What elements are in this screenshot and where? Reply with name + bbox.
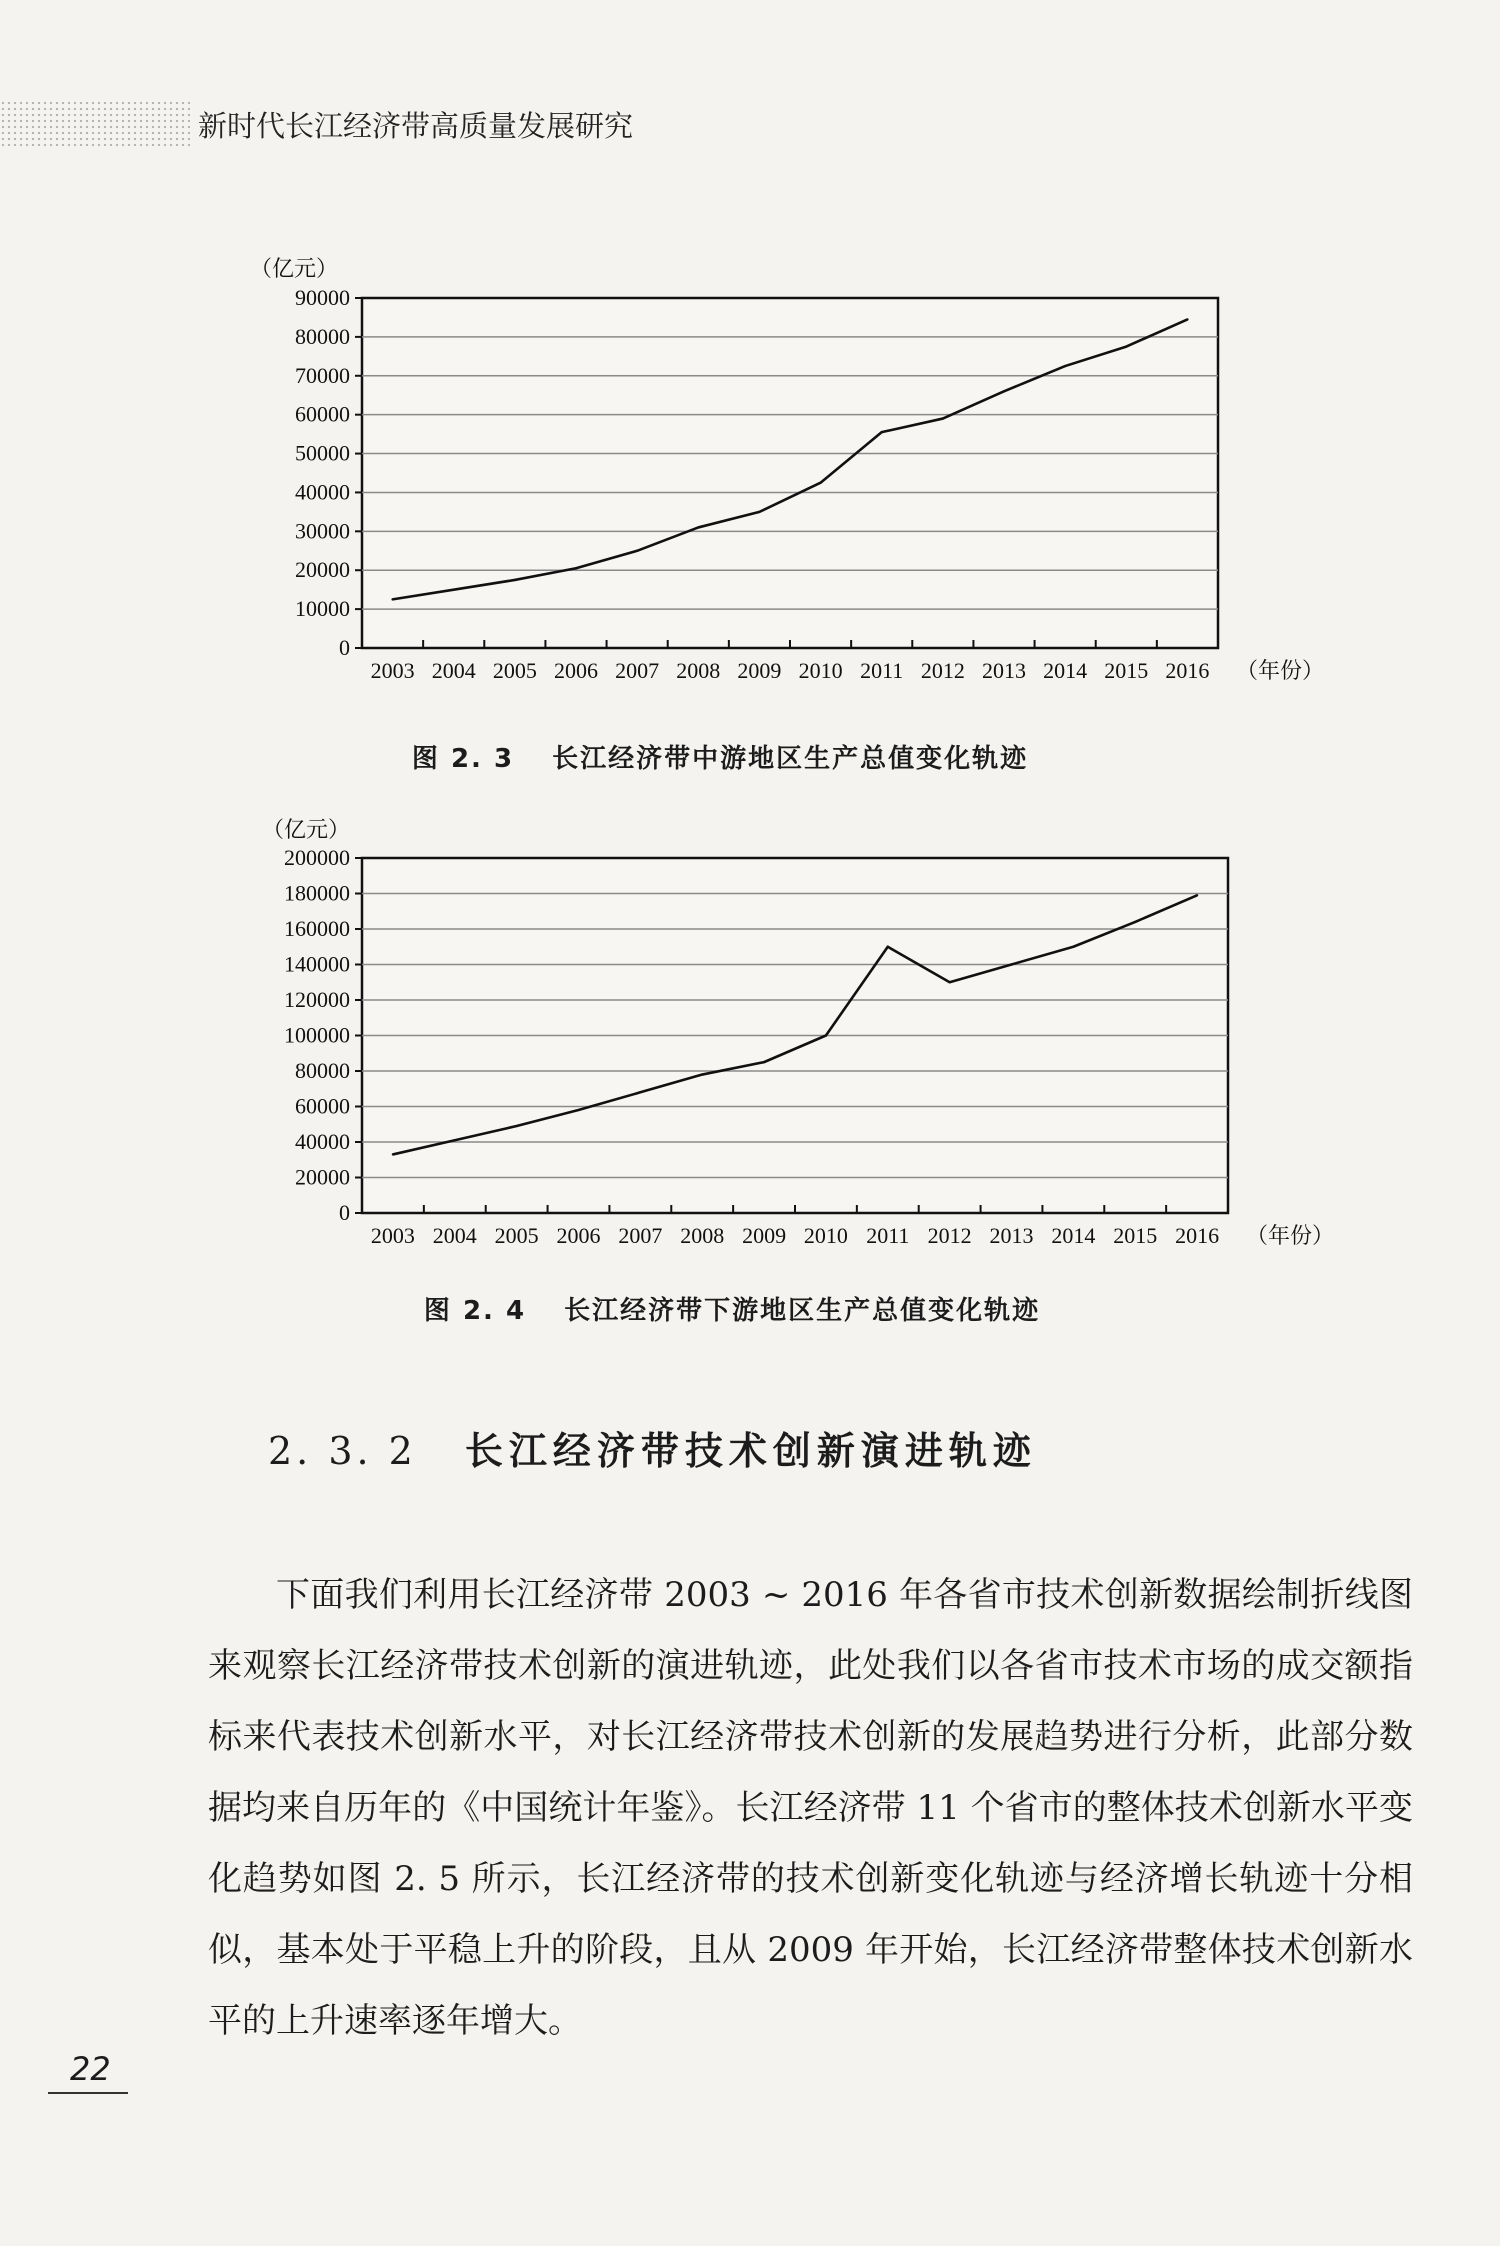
- gdp-midstream-chart-svg: [0, 250, 1500, 690]
- x-tick-label: 2014: [1043, 658, 1088, 683]
- gdp-downstream-chart-svg: [0, 805, 1500, 1265]
- gdp-midstream-chart: [0, 250, 1500, 690]
- data-point: [575, 567, 577, 569]
- section-number: 2. 3. 2: [268, 1429, 417, 1473]
- data-point: [577, 1109, 579, 1111]
- page-number-rule: [48, 2092, 128, 2094]
- y-tick-label: 60000: [295, 1093, 350, 1119]
- x-tick-label: 2014: [1051, 1223, 1096, 1248]
- x-tick-label: 2012: [920, 658, 965, 683]
- figure-title: 长江经济带中游地区生产总值变化轨迹: [552, 744, 1029, 774]
- data-point: [391, 598, 393, 600]
- data-point: [636, 550, 638, 552]
- x-tick-label: 2013: [982, 658, 1026, 683]
- data-point: [1125, 345, 1127, 347]
- y-tick-label: 40000: [295, 1129, 350, 1154]
- x-tick-label: 2005: [494, 1223, 539, 1248]
- x-tick-label: 2016: [1165, 658, 1210, 683]
- x-tick-label: 2003: [370, 1223, 415, 1248]
- y-tick-label: 90000: [295, 285, 350, 310]
- data-point: [948, 981, 950, 983]
- x-tick-label: 2005: [492, 658, 537, 683]
- y-tick-label: 140000: [284, 951, 350, 977]
- data-point: [1010, 963, 1012, 965]
- x-tick-label: 2004: [432, 1223, 477, 1248]
- section-heading: [268, 1420, 1037, 1475]
- page-number: 22: [70, 2050, 111, 2088]
- data-point: [1186, 318, 1188, 320]
- figure-caption-2-3: [0, 738, 1470, 775]
- x-tick-label: 2006: [556, 1223, 601, 1248]
- section-title: 长江经济带技术创新演进轨迹: [464, 1428, 1037, 1473]
- x-tick-label: 2011: [860, 658, 904, 683]
- x-tick-label: 2016: [1175, 1223, 1220, 1248]
- data-point: [514, 579, 516, 581]
- data-point: [1134, 921, 1136, 923]
- x-tick-label: 2003: [370, 658, 415, 683]
- x-axis-label: （年份）: [1236, 659, 1325, 684]
- x-tick-label: 2015: [1104, 658, 1149, 683]
- y-axis-label: （亿元）: [250, 257, 339, 282]
- plot-frame: [362, 298, 1218, 648]
- x-tick-label: 2007: [615, 658, 660, 683]
- x-tick-label: 2009: [737, 658, 782, 683]
- y-tick-label: 70000: [295, 362, 350, 388]
- data-point: [887, 946, 889, 948]
- data-point: [942, 417, 944, 419]
- data-point: [1003, 390, 1005, 392]
- y-tick-label: 20000: [295, 557, 350, 583]
- header-decoration: [0, 100, 190, 146]
- x-tick-label: 2010: [798, 658, 843, 683]
- data-point: [392, 1153, 394, 1155]
- y-tick-label: 0: [339, 1200, 350, 1225]
- x-tick-label: 2012: [927, 1223, 972, 1248]
- x-tick-label: 2013: [989, 1223, 1034, 1248]
- y-tick-label: 10000: [295, 596, 350, 622]
- running-title: 新时代长江经济带高质量发展研究: [198, 109, 634, 143]
- x-tick-label: 2008: [676, 658, 721, 683]
- data-point: [515, 1125, 517, 1127]
- x-tick-label: 2011: [866, 1223, 910, 1248]
- data-point: [758, 511, 760, 513]
- x-axis-label: （年份）: [1246, 1224, 1335, 1249]
- x-tick-label: 2006: [554, 658, 598, 683]
- data-point: [763, 1061, 765, 1063]
- y-tick-label: 80000: [295, 1058, 350, 1083]
- x-tick-label: 2009: [742, 1223, 787, 1248]
- y-axis-label: （亿元）: [262, 818, 351, 843]
- data-point: [454, 1139, 456, 1141]
- figure-caption-2-4: [0, 1290, 1482, 1327]
- y-tick-label: 180000: [284, 880, 350, 906]
- figure-title: 长江经济带下游地区生产总值变化轨迹: [564, 1296, 1041, 1326]
- y-tick-label: 100000: [284, 1022, 350, 1048]
- y-tick-label: 160000: [284, 916, 350, 941]
- data-point: [639, 1091, 641, 1093]
- y-tick-label: 80000: [295, 323, 350, 349]
- y-tick-label: 50000: [295, 440, 350, 466]
- x-tick-label: 2010: [803, 1223, 848, 1248]
- data-point: [1072, 946, 1074, 948]
- figure-number: 图 2. 4: [423, 1296, 527, 1326]
- x-tick-label: 2004: [431, 658, 476, 683]
- data-point: [697, 526, 699, 528]
- y-tick-label: 20000: [295, 1164, 350, 1190]
- data-point: [819, 482, 821, 484]
- y-tick-label: 120000: [284, 987, 350, 1012]
- gdp-downstream-chart: [0, 805, 1500, 1265]
- data-point: [1064, 365, 1066, 367]
- x-tick-label: 2008: [680, 1223, 725, 1248]
- data-point: [453, 588, 455, 590]
- data-point: [881, 431, 883, 433]
- data-point: [825, 1034, 827, 1036]
- body-paragraph: 下面我们利用长江经济带 2003 ~ 2016 年各省市技术创新数据绘制折线图来观察长江经济带技术创新的演进轨迹，此处我们以各省市技术市场的成交额指标来代表技术创新水平，对长江经济带技术创新的发展趋势进行分析，此部分数据均来自历年的《中国统计年鉴》。长江经济带 11 个省市的整体技术创新水平变化趋势如图 2. 5 所示，长江经济带的技术创新变化轨迹与经济增长轨迹十分相似，基本处于平稳上升的阶段，且从 2009 年开始，长江经济带整体技术创新水平的上升速率逐年增大。: [208, 1575, 1413, 2041]
- y-tick-label: 60000: [295, 401, 350, 427]
- data-point: [1196, 894, 1198, 896]
- data-point: [701, 1073, 703, 1075]
- y-tick-label: 30000: [295, 518, 350, 544]
- y-tick-label: 40000: [295, 479, 350, 505]
- y-tick-label: 0: [339, 635, 350, 660]
- x-tick-label: 2007: [618, 1223, 663, 1248]
- figure-number: 图 2. 3: [411, 744, 515, 774]
- y-tick-label: 200000: [284, 845, 350, 870]
- x-tick-label: 2015: [1113, 1223, 1158, 1248]
